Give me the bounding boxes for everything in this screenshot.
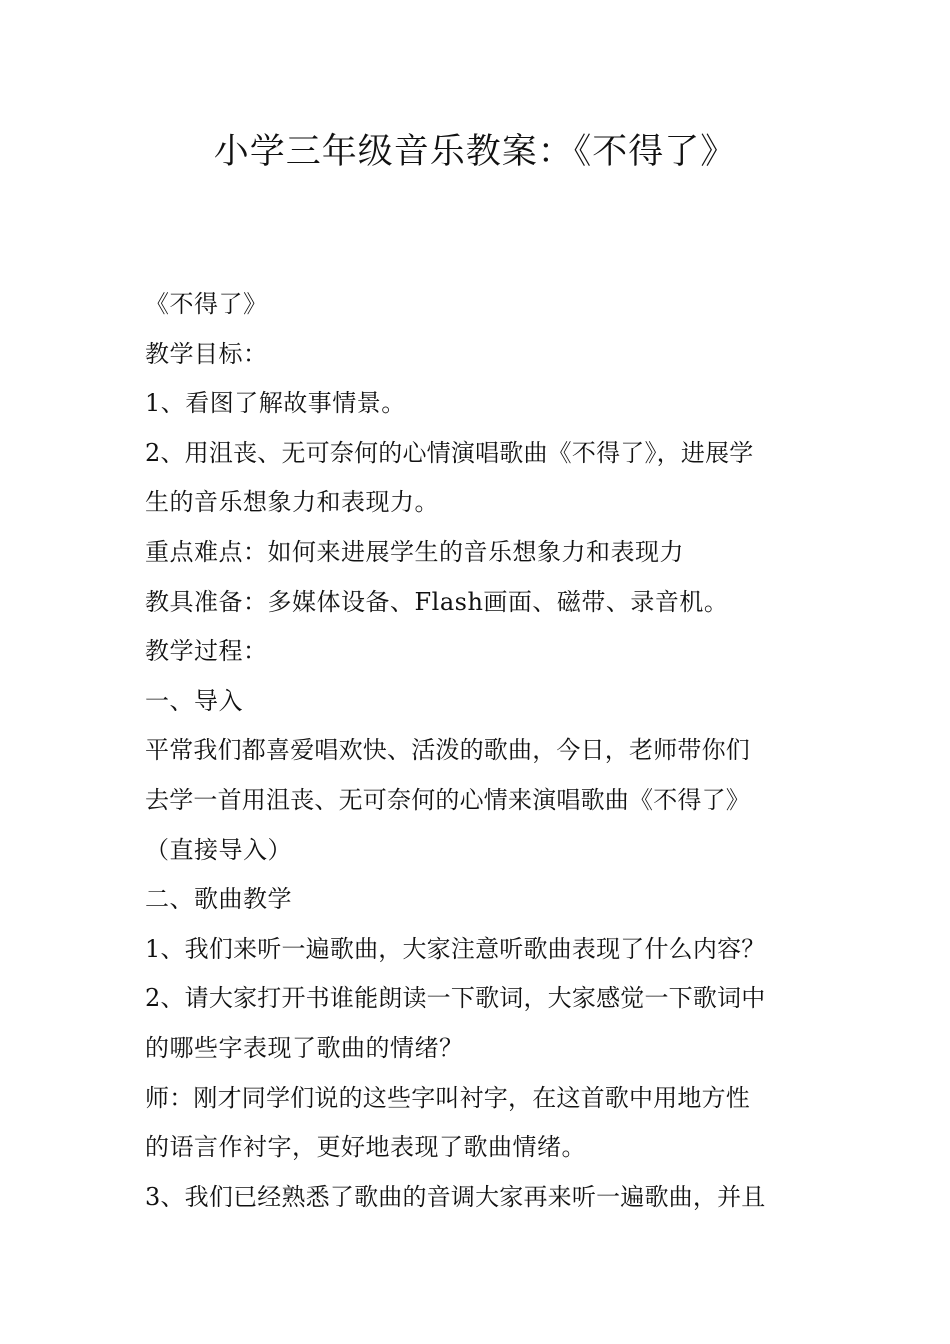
text-line: 《不得了》 bbox=[145, 290, 268, 318]
text-line: 二、歌曲教学 bbox=[145, 885, 292, 914]
text-line: 2、请大家打开书谁能朗读一下歌词，大家感觉一下歌词中 bbox=[145, 984, 766, 1013]
text-line: 重点难点：如何来进展学生的音乐想象力和表现力 bbox=[145, 537, 684, 566]
text-line: 教学过程： bbox=[145, 637, 268, 666]
document-body bbox=[145, 280, 810, 1222]
document-title: 小学三年级音乐教案：《不得了》 bbox=[213, 132, 737, 172]
text-line: 1、我们来听一遍歌曲，大家注意听歌曲表现了什么内容？ bbox=[145, 934, 766, 963]
text-line: 教具准备：多媒体设备、Flash画面、磁带、录音机。 bbox=[145, 587, 729, 616]
text-line: 1、看图了解故事情景。 bbox=[145, 389, 406, 418]
text-line: 去学一首用沮丧、无可奈何的心情来演唱歌曲《不得了》 bbox=[145, 785, 750, 814]
text-line: 的语言作衬字，更好地表现了歌曲情绪。 bbox=[145, 1133, 586, 1162]
text-line: 3、我们已经熟悉了歌曲的音调大家再来听一遍歌曲，并且 bbox=[145, 1182, 766, 1211]
text-line: 一、导入 bbox=[145, 686, 243, 715]
text-line: 教学目标： bbox=[145, 339, 268, 368]
text-line: 平常我们都喜爱唱欢快、活泼的歌曲，今日，老师带你们 bbox=[145, 736, 750, 765]
text-line: 生的音乐想象力和表现力。 bbox=[145, 488, 439, 517]
text-line: 师：刚才同学们说的这些字叫衬字，在这首歌中用地方性 bbox=[145, 1083, 750, 1112]
text-line: 的哪些字表现了歌曲的情绪？ bbox=[145, 1033, 464, 1062]
text-line: 2、用沮丧、无可奈何的心情演唱歌曲《不得了》，进展学 bbox=[145, 438, 754, 467]
text-line: （直接导入） bbox=[145, 835, 292, 864]
